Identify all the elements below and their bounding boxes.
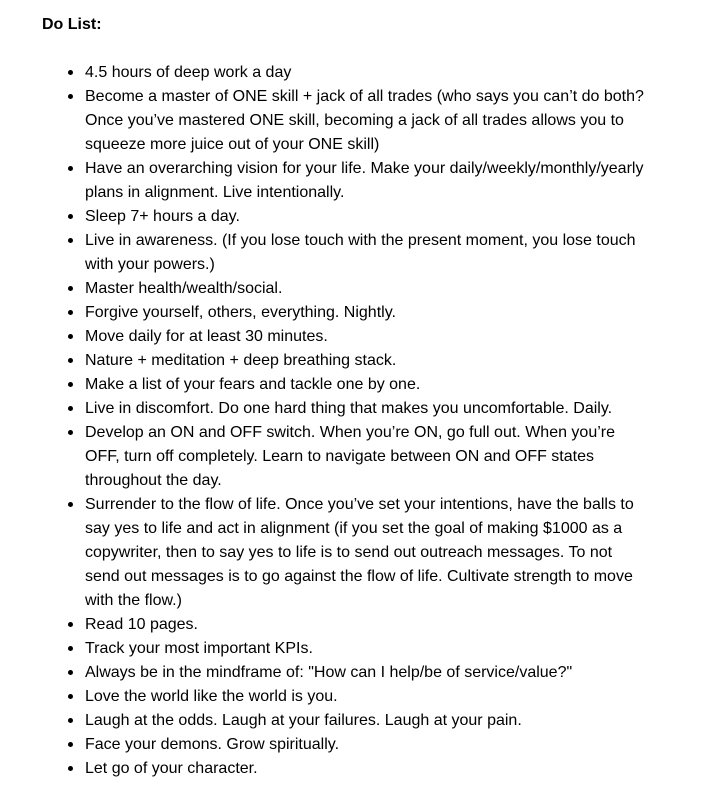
list-item: Face your demons. Grow spiritually. xyxy=(85,733,645,757)
list-item: Love the world like the world is you. xyxy=(85,685,645,709)
list-item: Develop an ON and OFF switch. When you’re ON, go full out. When you’re OFF, turn off completely. Learn to navigate between ON and OFF states throughout the day. xyxy=(85,421,645,493)
list-item: Track your most important KPIs. xyxy=(85,637,645,661)
list-item: Master health/wealth/social. xyxy=(85,277,645,301)
list-item: 4.5 hours of deep work a day xyxy=(85,61,645,85)
list-item: Have an overarching vision for your life. Make your daily/weekly/monthly/yearly plans in alignment. Live intentionally. xyxy=(85,157,645,205)
page-title: Do List: xyxy=(42,16,102,33)
list-item: Nature + meditation + deep breathing stack. xyxy=(85,349,645,373)
list-item: Sleep 7+ hours a day. xyxy=(85,205,645,229)
list-item: Surrender to the flow of life. Once you’ve set your intentions, have the balls to say yes to life and act in alignment (if you set the goal of making $1000 as a copywriter, then to say yes to life is to send out outreach messages. To not send out messages is to go against the flow of life. Cultivate strength to move with the flow.) xyxy=(85,493,645,613)
list-item: Become a master of ONE skill + jack of all trades (who says you can’t do both? Once you’ve mastered ONE skill, becoming a jack of all trades allows you to squeeze more juice out of your ONE skill) xyxy=(85,85,645,157)
do-list xyxy=(85,61,645,781)
list-item: Live in awareness. (If you lose touch with the present moment, you lose touch with your powers.) xyxy=(85,229,645,277)
list-item: Make a list of your fears and tackle one by one. xyxy=(85,373,645,397)
list-item: Let go of your character. xyxy=(85,757,645,781)
list-item: Laugh at the odds. Laugh at your failures. Laugh at your pain. xyxy=(85,709,645,733)
list-item: Always be in the mindframe of: "How can I help/be of service/value?" xyxy=(85,661,645,685)
list-item: Forgive yourself, others, everything. Nightly. xyxy=(85,301,645,325)
list-item: Move daily for at least 30 minutes. xyxy=(85,325,645,349)
list-item: Live in discomfort. Do one hard thing that makes you uncomfortable. Daily. xyxy=(85,397,645,421)
list-item: Read 10 pages. xyxy=(85,613,645,637)
